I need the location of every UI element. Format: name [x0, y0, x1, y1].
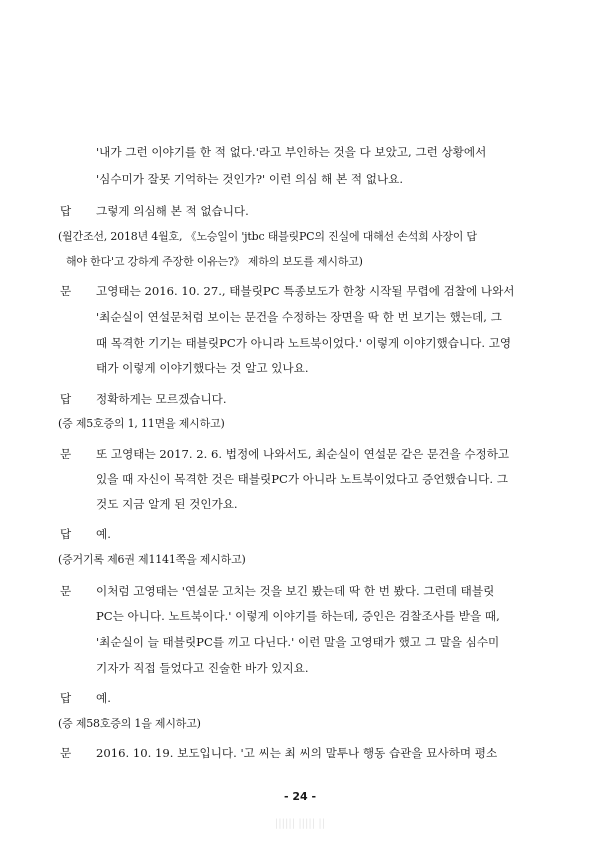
exhibit-note: (증 제5호증의 1, 11면을 제시하고) — [58, 417, 225, 430]
question-label: 문 — [60, 584, 72, 598]
exhibit-note: (증 제58호증의 1을 제시하고) — [58, 717, 201, 730]
question-label: 문 — [60, 447, 72, 461]
answer-text: 정확하게는 모르겠습니다. — [96, 392, 227, 406]
question-label: 문 — [60, 746, 72, 760]
answer-label: 답 — [60, 392, 72, 406]
faint-scan-mark: |||||| ||||| || — [274, 818, 326, 829]
exhibit-note: 해야 한다'고 강하게 주장한 이유는?》 제하의 보도를 제시하고) — [66, 255, 363, 268]
question-line: '내가 그런 이야기를 한 적 없다.'라고 부인하는 것을 다 보았고, 그런 상황에서 — [96, 145, 487, 159]
answer-label: 답 — [60, 691, 72, 705]
question-line: 또 고영태는 2017. 2. 6. 법정에 나와서도, 최순실이 연설문 같은 문건을 수정하고 — [96, 447, 510, 461]
question-line: PC는 아니다. 노트북이다.' 이렇게 이야기를 하는데, 증인은 검찰조사를 받을 때, — [96, 609, 500, 623]
answer-text: 예. — [96, 527, 111, 541]
question-line: 이처럼 고영태는 '연설문 고치는 것을 보긴 봤는데 딱 한 번 봤다. 그런데 태블릿 — [96, 584, 495, 598]
question-line: 기자가 직접 들었다고 진술한 바가 있지요. — [96, 661, 309, 675]
answer-label: 답 — [60, 204, 72, 218]
question-line: 고영태는 2016. 10. 27., 태블릿PC 특종보도가 한창 시작될 무렵에 검찰에 나와서 — [96, 284, 515, 298]
exhibit-note: (월간조선, 2018년 4월호, 《노승일이 'jtbc 태블릿PC의 진실에 대해선 손석희 사장이 답 — [58, 230, 477, 243]
exhibit-note: (증거기록 제6권 제1141쪽을 제시하고) — [58, 553, 246, 566]
question-label: 문 — [60, 284, 72, 298]
answer-text: 그렇게 의심해 본 적 없습니다. — [96, 204, 249, 218]
question-line: '최순실이 연설문처럼 보이는 문건을 수정하는 장면을 딱 한 번 보기는 했는데, 그 — [96, 310, 502, 324]
question-line: 태가 이렇게 이야기했다는 것 알고 있나요. — [96, 361, 309, 375]
answer-label: 답 — [60, 527, 72, 541]
question-line: '심수미가 잘못 기억하는 것인가?' 이런 의심 해 본 적 없나요. — [96, 172, 404, 186]
question-line: 있을 때 자신이 목격한 것은 태블릿PC가 아니라 노트북이었다고 증언했습니다. 그 — [96, 472, 508, 486]
page-number: - 24 - — [283, 790, 317, 803]
answer-text: 예. — [96, 691, 111, 705]
question-line: 2016. 10. 19. 보도입니다. '고 씨는 최 씨의 말투나 행동 습관을 묘사하며 평소 — [96, 746, 498, 760]
question-line: 것도 지금 알게 된 것인가요. — [96, 497, 238, 511]
question-line: 때 목격한 기기는 태블릿PC가 아니라 노트북이었다.' 이렇게 이야기했습니다. 고영 — [96, 336, 512, 350]
question-line: '최순실이 늘 태블릿PC를 끼고 다닌다.' 이런 말을 고영태가 했고 그 말을 심수미 — [96, 635, 500, 649]
